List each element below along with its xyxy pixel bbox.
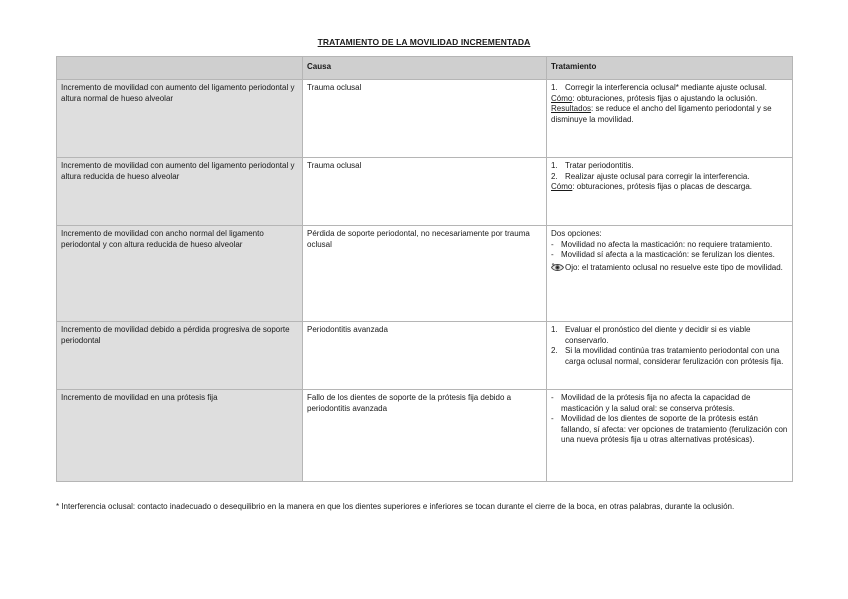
condition-cell: Incremento de movilidad en una prótesis fija [57, 390, 303, 482]
table-row [57, 226, 793, 322]
header-condition [57, 57, 303, 80]
resultados-line: Resultados: se reduce el ancho del ligamento periodontal y se disminuye la movilidad. [551, 104, 772, 124]
como-line: Cómo: obturaciones, prótesis fijas o placas de descarga. [551, 182, 752, 191]
table-row [57, 390, 793, 482]
list-item: - Movilidad de la prótesis fija no afecta la capacidad de masticación y la salud oral: se conserva prótesis. [551, 393, 751, 413]
list-item: - Movilidad sí afecta a la masticación: se ferulizan los dientes. [551, 250, 775, 259]
condition-cell: Incremento de movilidad con ancho normal del ligamento periodontal y con altura reducida de hueso alveolar [57, 226, 303, 322]
treatment-steps [551, 161, 788, 182]
page-title: TRATAMIENTO DE LA MOVILIDAD INCREMENTADA [317, 37, 531, 47]
list-item: - Movilidad no afecta la masticación: no requiere tratamiento. [551, 239, 773, 249]
list-item: 2. Realizar ajuste oclusal para corregir la interferencia. [551, 171, 750, 181]
cause-cell: Trauma oclusal [303, 80, 547, 158]
footnote: * Interferencia oclusal: contacto inadecuado o desequilibrio en la manera en que los dientes superiores e inferiores se tocan durante el cierre de la boca, en otras palabras, durante la oclusión. [56, 502, 735, 511]
treatment-cell [547, 226, 793, 322]
treatment-steps [551, 83, 788, 94]
condition-cell: Incremento de movilidad debido a pérdida progresiva de soporte periodontal [57, 322, 303, 390]
condition-cell: Incremento de movilidad con aumento del ligamento periodontal y altura normal de hueso alveolar [57, 80, 303, 158]
treatment-table [56, 56, 793, 482]
cause-cell: Periodontitis avanzada [303, 322, 547, 390]
list-item: 1. Tratar periodontitis. [551, 161, 634, 170]
como-line: Cómo: obturaciones, prótesis fijas o ajustando la oclusión. [551, 93, 758, 103]
condition-cell: Incremento de movilidad con aumento del ligamento periodontal y altura reducida de hueso alveolar [57, 158, 303, 226]
treatment-steps [551, 325, 788, 367]
table-row [57, 322, 793, 390]
treatment-cell [547, 158, 793, 226]
list-item: 2. Si la movilidad continúa tras tratamiento periodontal con una carga oclusal normal, considerar ferulización con prótesis fija. [551, 346, 784, 366]
treatment-options [551, 393, 788, 446]
header-cause: Causa [303, 57, 547, 80]
warning-note: Ojo: el tratamiento oclusal no resuelve este tipo de movilidad. [551, 263, 788, 276]
list-item: 1. Evaluar el pronóstico del diente y decidir si es viable conservarlo. [551, 325, 751, 345]
table-header-row [57, 57, 793, 80]
treatment-cell [547, 322, 793, 390]
cause-cell: Pérdida de soporte periodontal, no necesariamente por trauma oclusal [303, 226, 547, 322]
cause-cell: Trauma oclusal [303, 158, 547, 226]
cause-cell: Fallo de los dientes de soporte de la prótesis fija debido a periodontitis avanzada [303, 390, 547, 482]
table-row [57, 80, 793, 158]
treatment-cell [547, 390, 793, 482]
eye-icon [551, 263, 564, 276]
list-item: 1. Corregir la interferencia oclusal* mediante ajuste oclusal. [551, 83, 767, 92]
list-item: - Movilidad de los dientes de soporte de la prótesis están fallando, sí afecta: ver opciones de tratamiento (ferulización con una nueva prótesis fija u otras alternativas protésicas). [551, 414, 788, 444]
options-intro: Dos opciones: [551, 229, 602, 238]
treatment-cell [547, 80, 793, 158]
options-list [551, 240, 788, 261]
table-row [57, 158, 793, 226]
header-treatment: Tratamiento [547, 57, 793, 80]
